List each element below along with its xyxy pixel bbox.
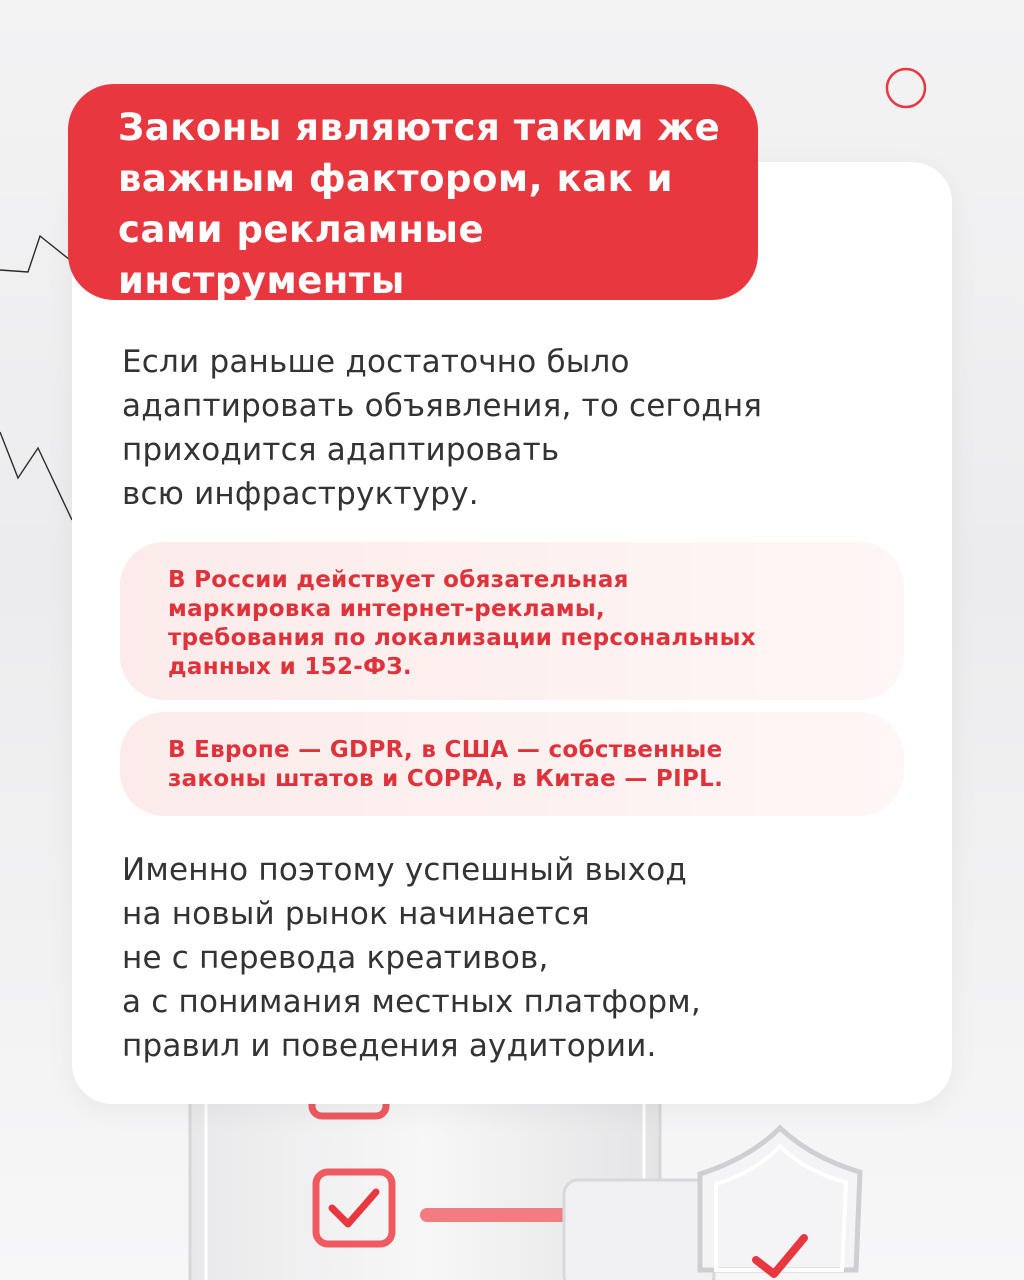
circle-outline-icon xyxy=(882,64,930,112)
intro-paragraph: Если раньше достаточно было адаптировать объявления, то сегодня приходится адаптировать всю инфраструктуру. xyxy=(122,344,763,512)
callout-text: В России действует обязательная маркировка интернет-рекламы, требования по локализации персональных данных и 152-ФЗ. xyxy=(168,567,756,680)
headline-text: Законы являются таким же важным фактором, как и сами рекламные инструменты xyxy=(118,106,721,302)
shield-check-illustration xyxy=(560,1120,870,1280)
callout-text: В Европе — GDPR, в США — собственные законы штатов и COPPA, в Китае — PIPL. xyxy=(168,737,724,792)
callout-russia xyxy=(120,542,904,700)
callout-international xyxy=(120,712,904,816)
headline-banner xyxy=(68,84,758,300)
conclusion-paragraph: Именно поэтому успешный выход на новый рынок начинается не с перевода креативов, а с понимания местных платформ, правил и поведения аудитории. xyxy=(122,852,701,1064)
